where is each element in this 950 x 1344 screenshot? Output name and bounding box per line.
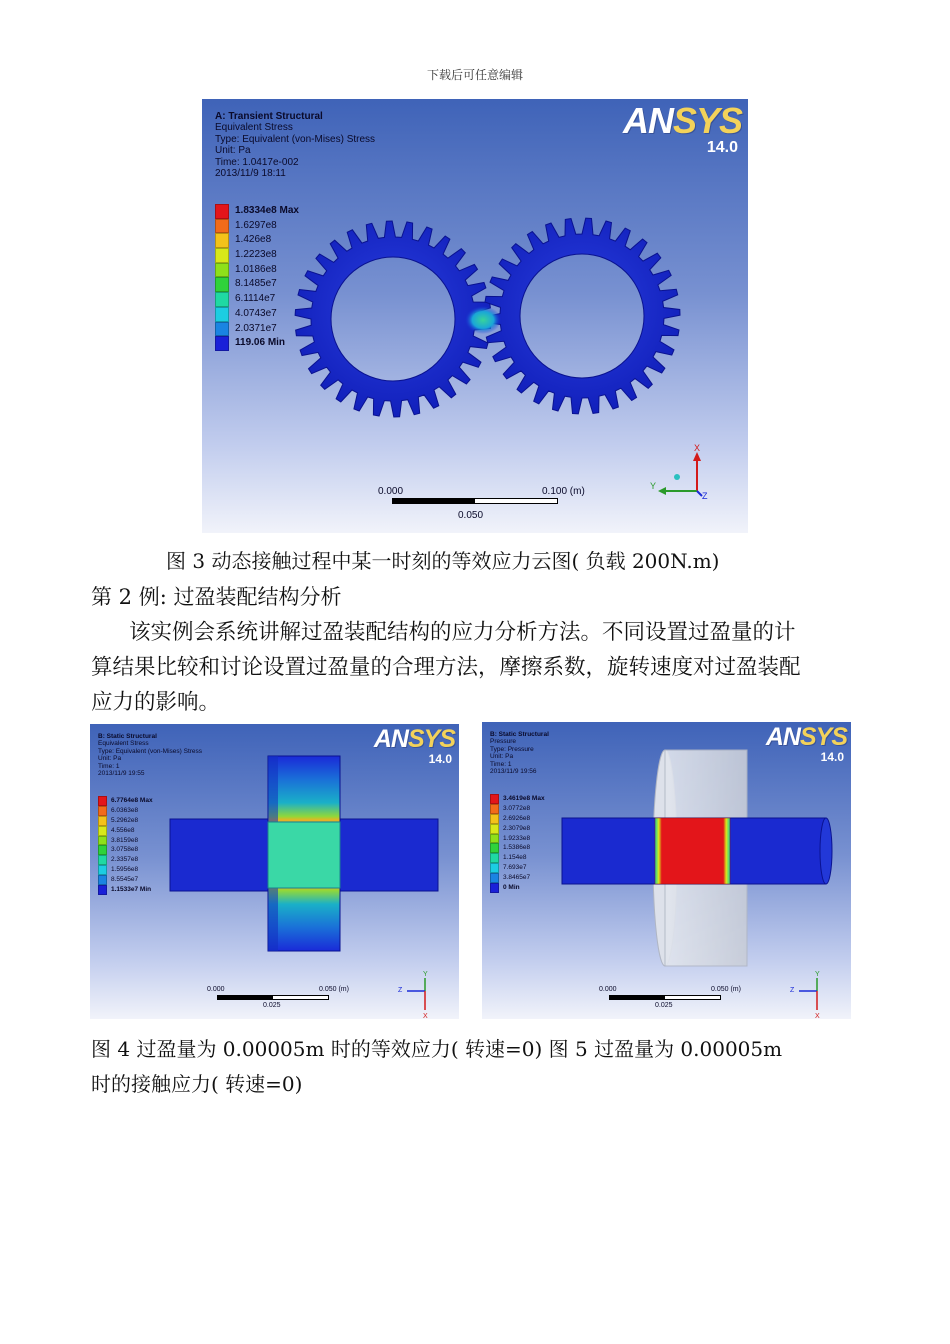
result-date: 2013/11/9 19:56 bbox=[490, 768, 537, 776]
legend-label: 0 Min bbox=[503, 884, 520, 892]
coordinate-triad bbox=[650, 439, 720, 509]
scale-bar-graphic bbox=[217, 995, 329, 1000]
legend-label: 1.0186e8 bbox=[235, 263, 277, 275]
contact-stress-hotspot bbox=[465, 306, 501, 334]
left-gear bbox=[295, 221, 491, 417]
right-gear bbox=[484, 218, 680, 414]
scale-right-label: 0.050 (m) bbox=[319, 986, 349, 993]
legend-label: 1.154e8 bbox=[503, 854, 527, 862]
figure-4-5-caption-line-2: 时的接触应力( 转速=0) bbox=[91, 1072, 303, 1096]
triad-left-label: Z bbox=[790, 987, 795, 994]
paragraph-line-2: 算结果比较和讨论设置过盈量的合理方法，摩擦系数，旋转速度对过盈装配 bbox=[91, 655, 801, 680]
legend-label: 6.1114e7 bbox=[235, 293, 276, 305]
legend-label: 2.3079e8 bbox=[503, 824, 531, 832]
logo-version: 14.0 bbox=[820, 750, 844, 764]
logo-an: AN bbox=[765, 723, 800, 751]
legend-label: 1.426e8 bbox=[235, 234, 272, 246]
header-note: 下载后可任意编辑 bbox=[426, 68, 523, 82]
legend-label: 8.1485e7 bbox=[235, 278, 277, 290]
analysis-title: A: Transient Structural bbox=[215, 111, 323, 122]
legend-label: 1.2223e8 bbox=[235, 249, 277, 261]
scale-right-label: 0.100 (m) bbox=[542, 486, 585, 497]
scale-mid-label: 0.025 bbox=[263, 1002, 281, 1009]
logo-an: AN bbox=[622, 100, 673, 141]
contact-zone bbox=[268, 822, 340, 888]
figure-5-contact-pressure-plot bbox=[482, 722, 851, 1019]
logo-sys: SYS bbox=[799, 723, 847, 751]
result-unit: Unit: Pa bbox=[490, 753, 514, 761]
analysis-title: B: Static Structural bbox=[490, 731, 549, 738]
result-name: Pressure bbox=[490, 738, 517, 746]
paragraph-line-1: 该实例会系统讲解过盈装配结构的应力分析方法。不同设置过盈量的计 bbox=[129, 620, 796, 645]
legend-label: 7.693e7 bbox=[503, 864, 527, 872]
scale-bar-graphic bbox=[609, 995, 721, 1000]
legend-label: 3.8465e7 bbox=[503, 874, 531, 882]
legend-label: 119.06 Min bbox=[235, 337, 286, 349]
scale-bar bbox=[378, 486, 598, 526]
analysis-title: B: Static Structural bbox=[98, 733, 157, 740]
legend-label: 6.7764e8 Max bbox=[111, 797, 153, 804]
legend-label: 3.0772e8 bbox=[503, 804, 531, 812]
legend-label: 1.6297e8 bbox=[235, 219, 277, 231]
triad-up-label: Y bbox=[423, 971, 428, 978]
coordinate-triad bbox=[789, 970, 835, 1019]
triad-up-label: X bbox=[694, 443, 701, 453]
paragraph-line-3: 应力的影响。 bbox=[91, 690, 221, 715]
figure-4-equivalent-stress-plot bbox=[90, 724, 459, 1019]
triad-left-label: Z bbox=[398, 987, 403, 994]
result-type: Type: Pressure bbox=[490, 745, 534, 753]
legend-label: 5.2962e8 bbox=[111, 816, 139, 824]
legend-label: 2.3357e8 bbox=[111, 856, 139, 864]
section-heading: 第 2 例: 过盈装配结构分析 bbox=[91, 585, 342, 609]
shaft-end bbox=[820, 818, 832, 884]
scale-mid-label: 0.050 bbox=[458, 510, 484, 521]
scale-bar-graphic bbox=[392, 498, 558, 504]
legend-label: 1.1533e7 Min bbox=[111, 886, 152, 894]
legend-label: 6.0363e8 bbox=[111, 806, 139, 814]
legend-label: 8.5545e7 bbox=[111, 876, 139, 884]
figure-4-5-caption-line-1: 图 4 过盈量为 0.00005m 时的等效应力( 转速=0) 图 5 过盈量为 0.00005m bbox=[91, 1037, 783, 1061]
result-time: Time: 1 bbox=[490, 760, 512, 768]
scale-bar bbox=[599, 986, 759, 1016]
scale-left-label: 0.000 bbox=[599, 986, 617, 993]
legend-label: 4.556e8 bbox=[111, 826, 135, 834]
scale-left-label: 0.000 bbox=[207, 986, 225, 993]
coordinate-triad bbox=[397, 970, 443, 1019]
result-unit: Unit: Pa bbox=[98, 755, 122, 763]
contact-pressure-band bbox=[655, 818, 730, 884]
legend-label: 2.6926e8 bbox=[503, 814, 531, 822]
scale-left-label: 0.000 bbox=[378, 486, 404, 497]
legend-label: 1.9233e8 bbox=[503, 834, 531, 842]
figure-3-gear-stress-plot bbox=[202, 99, 748, 533]
result-time: Time: 1.0417e-002 bbox=[215, 156, 299, 168]
triad-left-label: Y bbox=[650, 481, 657, 491]
legend-label: 4.0743e7 bbox=[235, 307, 277, 319]
legend-label: 1.8334e8 Max bbox=[235, 205, 299, 216]
triad-up-label: Y bbox=[815, 971, 820, 978]
result-type: Type: Equivalent (von-Mises) Stress bbox=[98, 747, 203, 755]
result-type: Type: Equivalent (von-Mises) Stress bbox=[215, 133, 376, 145]
figure-3-caption: 图 3 动态接触过程中某一时刻的等效应力云图( 负载 200N.m) bbox=[166, 549, 720, 573]
logo-version: 14.0 bbox=[428, 752, 452, 766]
scale-right-label: 0.050 (m) bbox=[711, 986, 741, 993]
legend-label: 2.0371e7 bbox=[235, 322, 277, 334]
logo-version: 14.0 bbox=[706, 139, 738, 156]
result-time: Time: 1 bbox=[98, 762, 120, 770]
result-name: Equivalent Stress bbox=[98, 740, 149, 748]
result-name: Equivalent Stress bbox=[215, 122, 293, 134]
legend-label: 1.5956e8 bbox=[111, 866, 139, 874]
triad-down-label: X bbox=[423, 1013, 428, 1020]
triad-down-label: X bbox=[815, 1013, 820, 1020]
scale-bar bbox=[207, 986, 367, 1016]
logo-sys: SYS bbox=[407, 725, 455, 753]
logo-an: AN bbox=[373, 725, 408, 753]
legend-label: 3.8159e8 bbox=[111, 836, 139, 844]
legend-label: 3.4619e8 Max bbox=[503, 795, 545, 802]
legend-label: 1.5386e8 bbox=[503, 844, 531, 852]
legend-label: 3.0758e8 bbox=[111, 846, 139, 854]
result-date: 2013/11/9 18:11 bbox=[215, 167, 286, 179]
result-date: 2013/11/9 19:55 bbox=[98, 770, 145, 778]
triad-down-label: Z bbox=[702, 491, 708, 501]
scale-mid-label: 0.025 bbox=[655, 1002, 673, 1009]
result-unit: Unit: Pa bbox=[215, 145, 251, 157]
logo-sys: SYS bbox=[672, 100, 742, 141]
